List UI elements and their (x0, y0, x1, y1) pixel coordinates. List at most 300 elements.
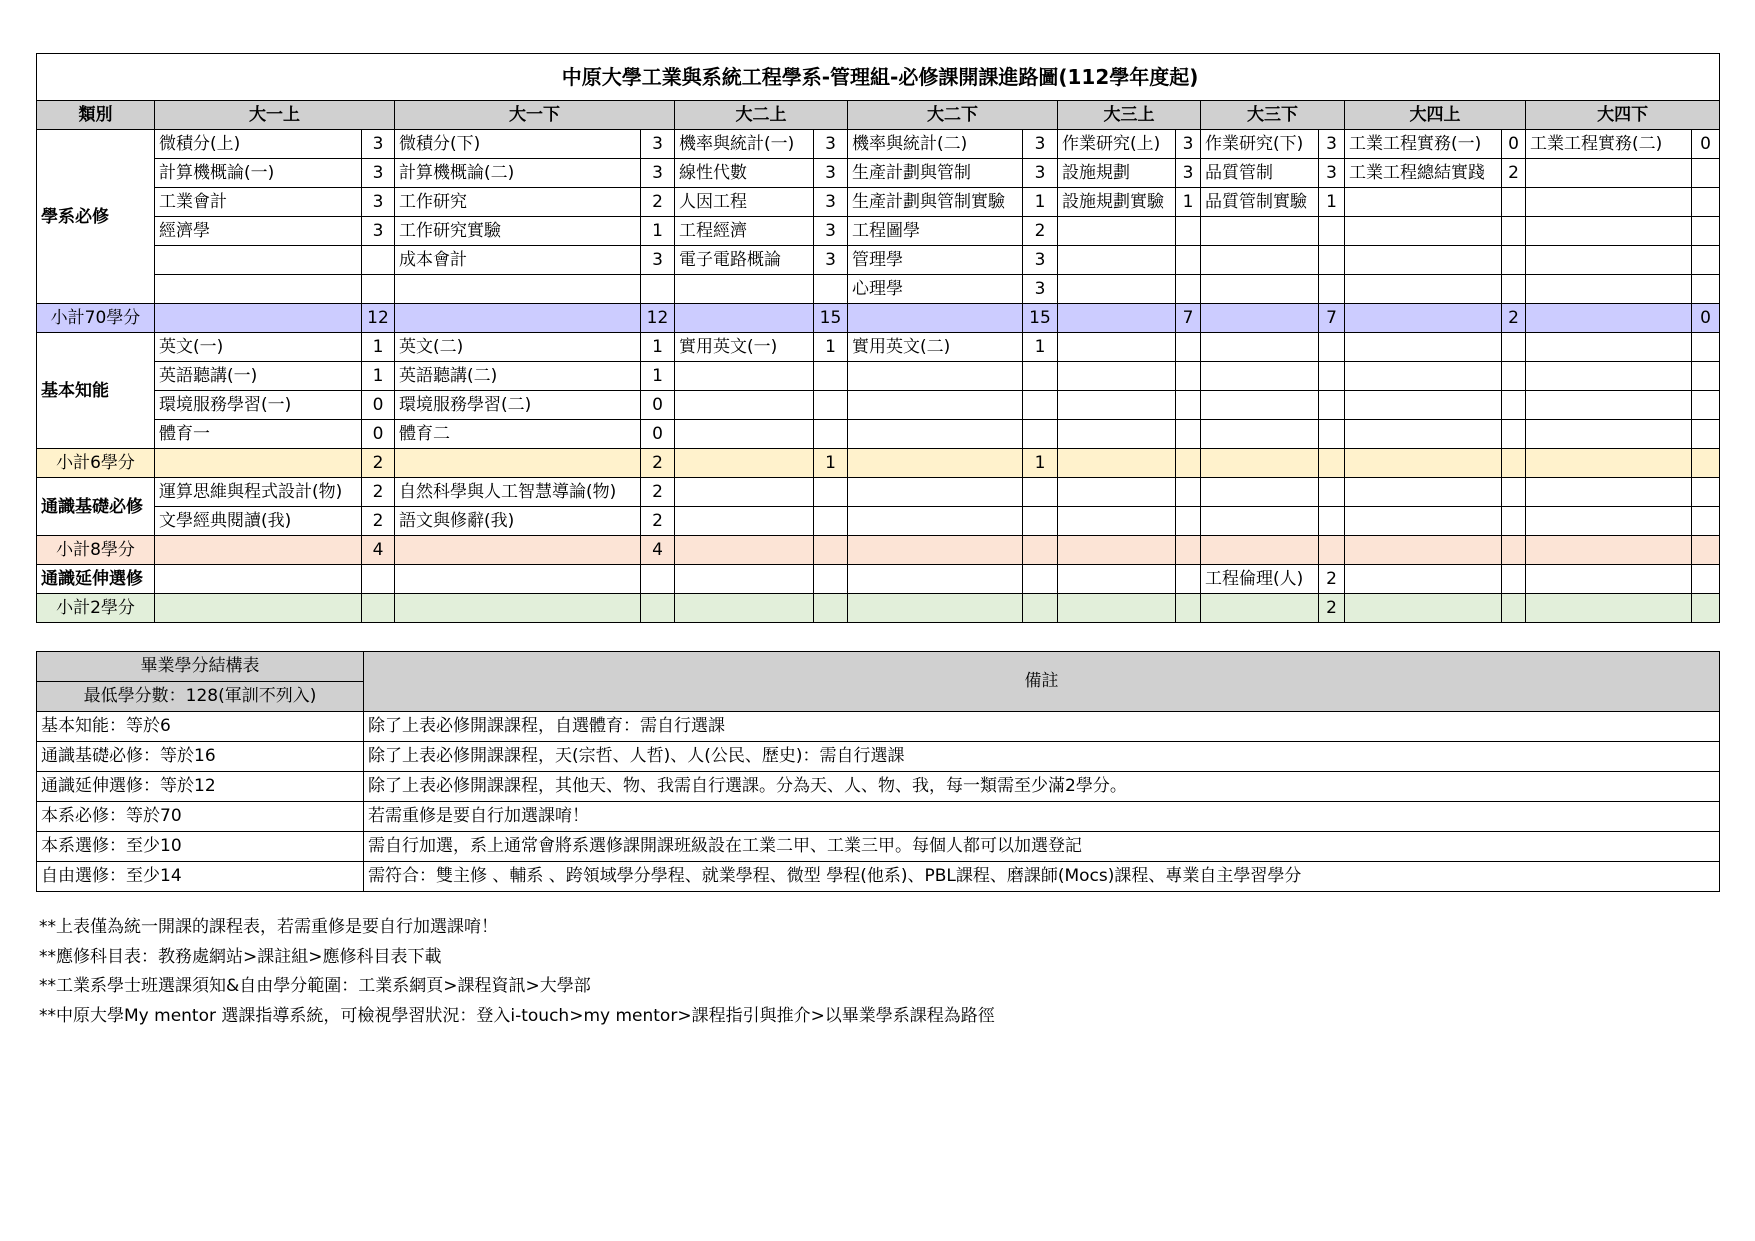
course-name: 作業研究(下) (1201, 130, 1319, 159)
footnote: **中原大學My mentor 選課指導系統，可檢視學習狀況：登入i-touch>my mentor>課程指引與推介>以畢業學系課程為路徑 (39, 1005, 995, 1026)
subtotal-label: 小計70學分 (37, 304, 155, 333)
subtotal-value (1176, 536, 1201, 565)
subtotal-spacer (848, 594, 1023, 623)
course-name: 實用英文(二) (848, 333, 1023, 362)
subtotal-spacer (395, 449, 641, 478)
course-name: 作業研究(上) (1058, 130, 1176, 159)
course-name (395, 565, 641, 594)
course-name (675, 275, 814, 304)
course-row (37, 217, 1720, 246)
subtotal-value (1176, 449, 1201, 478)
course-credits: 3 (362, 217, 395, 246)
course-name (675, 362, 814, 391)
subtotal-value (1176, 594, 1201, 623)
subtotal-value: 12 (362, 304, 395, 333)
course-name: 自然科學與人工智慧導論(物) (395, 478, 641, 507)
course-name (1345, 246, 1502, 275)
course-credits: 1 (641, 362, 675, 391)
course-name: 設施規劃 (1058, 159, 1176, 188)
course-credits: 0 (362, 420, 395, 449)
course-name: 機率與統計(一) (675, 130, 814, 159)
course-name: 語文與修辭(我) (395, 507, 641, 536)
course-credits (814, 478, 848, 507)
course-credits: 0 (641, 391, 675, 420)
course-credits (814, 565, 848, 594)
course-name (1058, 275, 1176, 304)
course-credits (1502, 507, 1526, 536)
course-row (37, 188, 1720, 217)
credit-requirement: 基本知能：等於6 (37, 712, 364, 742)
subtotal-spacer (1058, 536, 1176, 565)
course-credits (1319, 391, 1345, 420)
course-name (1345, 420, 1502, 449)
course-name (1058, 362, 1176, 391)
course-credits: 1 (641, 333, 675, 362)
course-credits: 0 (362, 391, 395, 420)
semester-header: 大三下 (1201, 101, 1345, 130)
course-name: 工業會計 (155, 188, 362, 217)
category-label: 學系必修 (37, 130, 155, 304)
course-name (1201, 246, 1319, 275)
course-credits (1692, 275, 1720, 304)
subtotal-spacer (1526, 449, 1692, 478)
course-credits: 1 (1023, 333, 1058, 362)
graduation-row (37, 802, 1720, 832)
semester-header: 大二上 (675, 101, 848, 130)
subtotal-value (1502, 449, 1526, 478)
subtotal-spacer (1526, 304, 1692, 333)
course-credits: 0 (1502, 130, 1526, 159)
subtotal-row (37, 304, 1720, 333)
page-title: 中原大學工業與系統工程學系-管理組-必修課開課進路圖(112學年度起) (37, 54, 1720, 101)
course-name (155, 565, 362, 594)
subtotal-spacer (1058, 594, 1176, 623)
course-name (1201, 217, 1319, 246)
course-name: 環境服務學習(二) (395, 391, 641, 420)
subtotal-spacer (1201, 536, 1319, 565)
course-credits (1023, 362, 1058, 391)
course-credits (1319, 478, 1345, 507)
course-name: 體育一 (155, 420, 362, 449)
subtotal-value (1023, 536, 1058, 565)
course-name: 管理學 (848, 246, 1023, 275)
course-credits: 3 (641, 246, 675, 275)
course-row (37, 130, 1720, 159)
subtotal-value (1319, 449, 1345, 478)
course-name (848, 362, 1023, 391)
course-credits: 3 (1023, 275, 1058, 304)
subtotal-spacer (1526, 536, 1692, 565)
course-name (675, 507, 814, 536)
course-credits: 3 (641, 130, 675, 159)
course-name (1201, 333, 1319, 362)
course-credits: 0 (641, 420, 675, 449)
course-name: 工業工程總結實踐 (1345, 159, 1502, 188)
course-credits (1502, 478, 1526, 507)
course-credits (1502, 362, 1526, 391)
course-name (1345, 391, 1502, 420)
course-name (1526, 188, 1692, 217)
course-name: 英文(一) (155, 333, 362, 362)
course-name: 工作研究實驗 (395, 217, 641, 246)
course-credits: 1 (362, 362, 395, 391)
course-name: 體育二 (395, 420, 641, 449)
subtotal-value: 15 (814, 304, 848, 333)
course-name (848, 478, 1023, 507)
subtotal-spacer (395, 536, 641, 565)
course-name: 工業工程實務(一) (1345, 130, 1502, 159)
subtotal-spacer (1345, 536, 1502, 565)
course-row (37, 159, 1720, 188)
course-credits (641, 275, 675, 304)
course-credits (1692, 478, 1720, 507)
credit-requirement: 本系必修：等於70 (37, 802, 364, 832)
subtotal-label: 小計6學分 (37, 449, 155, 478)
subtotal-value (1502, 536, 1526, 565)
requirement-remark: 若需重修是要自行加選課唷！ (364, 802, 1720, 832)
subtotal-spacer (155, 449, 362, 478)
course-credits (1319, 420, 1345, 449)
course-credits (1319, 217, 1345, 246)
course-name (848, 565, 1023, 594)
category-header: 類別 (37, 101, 155, 130)
course-credits (1176, 246, 1201, 275)
course-name: 成本會計 (395, 246, 641, 275)
course-row (37, 478, 1720, 507)
course-credits: 3 (814, 217, 848, 246)
course-name: 經濟學 (155, 217, 362, 246)
course-credits (362, 565, 395, 594)
subtotal-spacer (395, 594, 641, 623)
subtotal-spacer (848, 449, 1023, 478)
course-name (1345, 362, 1502, 391)
course-name (1058, 420, 1176, 449)
course-credits (1502, 333, 1526, 362)
course-credits (1502, 275, 1526, 304)
subtotal-spacer (1201, 449, 1319, 478)
course-credits: 2 (641, 188, 675, 217)
course-credits (1319, 507, 1345, 536)
course-name: 線性代數 (675, 159, 814, 188)
course-name (395, 275, 641, 304)
course-name (675, 391, 814, 420)
course-credits (1692, 362, 1720, 391)
remark-header: 備註 (364, 652, 1720, 712)
course-credits (1176, 420, 1201, 449)
course-name: 英語聽講(二) (395, 362, 641, 391)
course-credits (1502, 188, 1526, 217)
course-name (1058, 333, 1176, 362)
subtotal-spacer (848, 536, 1023, 565)
subtotal-spacer (848, 304, 1023, 333)
subtotal-label: 小計8學分 (37, 536, 155, 565)
course-name: 心理學 (848, 275, 1023, 304)
min-credits: 最低學分數：128(軍訓不列入) (37, 682, 364, 712)
course-name: 工程經濟 (675, 217, 814, 246)
subtotal-spacer (675, 536, 814, 565)
course-name: 微積分(下) (395, 130, 641, 159)
course-name (1058, 565, 1176, 594)
subtotal-row (37, 594, 1720, 623)
course-credits: 3 (1023, 159, 1058, 188)
subtotal-spacer (1345, 449, 1502, 478)
subtotal-value (1023, 594, 1058, 623)
course-row (37, 362, 1720, 391)
course-credits (1176, 333, 1201, 362)
subtotal-value (1692, 449, 1720, 478)
course-name (1058, 507, 1176, 536)
course-name (1201, 507, 1319, 536)
category-label: 基本知能 (37, 333, 155, 449)
course-name (675, 565, 814, 594)
course-credits: 1 (1319, 188, 1345, 217)
subtotal-value: 1 (814, 449, 848, 478)
course-credits: 2 (1023, 217, 1058, 246)
graduation-row (37, 862, 1720, 892)
graduation-row (37, 832, 1720, 862)
subtotal-value (1319, 536, 1345, 565)
subtotal-spacer (675, 594, 814, 623)
course-credits: 3 (1176, 159, 1201, 188)
subtotal-value (641, 594, 675, 623)
course-name: 運算思維與程式設計(物) (155, 478, 362, 507)
course-credits (1023, 565, 1058, 594)
course-row (37, 420, 1720, 449)
course-name: 品質管制 (1201, 159, 1319, 188)
requirement-remark: 需符合：雙主修 、輔系 、跨領域學分學程、就業學程、微型 學程(他系)、PBL課程、磨課師(Mocs)課程、專業自主學習學分 (364, 862, 1720, 892)
graduation-row (37, 742, 1720, 772)
subtotal-value: 2 (362, 449, 395, 478)
course-credits: 1 (641, 217, 675, 246)
subtotal-spacer (1201, 304, 1319, 333)
course-name (1345, 275, 1502, 304)
graduation-row (37, 772, 1720, 802)
course-credits: 3 (362, 188, 395, 217)
graduation-credit-table (36, 651, 1720, 892)
course-name: 生產計劃與管制 (848, 159, 1023, 188)
course-credits (362, 275, 395, 304)
course-row (37, 565, 1720, 594)
course-name (1526, 565, 1692, 594)
course-roadmap-table (36, 53, 1720, 623)
course-credits (641, 565, 675, 594)
course-name: 機率與統計(二) (848, 130, 1023, 159)
course-name: 人因工程 (675, 188, 814, 217)
course-name (1058, 478, 1176, 507)
course-name: 工作研究 (395, 188, 641, 217)
subtotal-value: 0 (1692, 304, 1720, 333)
course-credits: 2 (1319, 565, 1345, 594)
subtotal-value: 2 (1502, 304, 1526, 333)
course-name: 環境服務學習(一) (155, 391, 362, 420)
course-credits (1023, 391, 1058, 420)
footnote: **工業系學士班選課須知&自由學分範圍：工業系網頁>課程資訊>大學部 (39, 976, 591, 996)
course-credits: 3 (1023, 246, 1058, 275)
course-credits (1692, 565, 1720, 594)
course-credits: 3 (1176, 130, 1201, 159)
course-row (37, 391, 1720, 420)
course-credits (1692, 188, 1720, 217)
course-name: 英語聽講(一) (155, 362, 362, 391)
credit-requirement: 本系選修：至少10 (37, 832, 364, 862)
course-name (1201, 362, 1319, 391)
course-name (155, 246, 362, 275)
subtotal-spacer (155, 536, 362, 565)
course-name: 工程圖學 (848, 217, 1023, 246)
course-name (1526, 362, 1692, 391)
course-credits (814, 391, 848, 420)
subtotal-value: 1 (1023, 449, 1058, 478)
semester-header: 大三上 (1058, 101, 1201, 130)
course-name (155, 275, 362, 304)
course-name (675, 420, 814, 449)
subtotal-spacer (675, 304, 814, 333)
course-credits (1692, 159, 1720, 188)
course-name (848, 391, 1023, 420)
course-name: 實用英文(一) (675, 333, 814, 362)
subtotal-value (814, 536, 848, 565)
subtotal-spacer (155, 594, 362, 623)
course-credits (1502, 420, 1526, 449)
course-credits (1023, 420, 1058, 449)
credit-requirement: 通識延伸選修：等於12 (37, 772, 364, 802)
subtotal-spacer (155, 304, 362, 333)
course-credits: 3 (814, 188, 848, 217)
course-name: 生產計劃與管制實驗 (848, 188, 1023, 217)
subtotal-spacer (1201, 594, 1319, 623)
course-credits (1502, 391, 1526, 420)
subtotal-spacer (1345, 594, 1502, 623)
course-row (37, 246, 1720, 275)
course-credits: 3 (362, 130, 395, 159)
course-name: 電子電路概論 (675, 246, 814, 275)
course-credits (1692, 507, 1720, 536)
course-name: 工業工程實務(二) (1526, 130, 1692, 159)
course-name (1058, 246, 1176, 275)
subtotal-value: 7 (1176, 304, 1201, 333)
course-name (1526, 333, 1692, 362)
course-credits (1023, 507, 1058, 536)
course-credits (1319, 275, 1345, 304)
graduation-structure-header: 畢業學分結構表 (37, 652, 364, 682)
course-credits (1176, 565, 1201, 594)
course-name (1345, 478, 1502, 507)
credit-requirement: 自由選修：至少14 (37, 862, 364, 892)
semester-header: 大一上 (155, 101, 395, 130)
course-row (37, 507, 1720, 536)
subtotal-value: 2 (1319, 594, 1345, 623)
course-credits (1176, 275, 1201, 304)
course-name (1201, 275, 1319, 304)
course-name (1526, 217, 1692, 246)
subtotal-value (1502, 594, 1526, 623)
footnote: **上表僅為統一開課的課程表，若需重修是要自行加選課唷！ (39, 917, 498, 937)
course-name (1526, 478, 1692, 507)
course-name (1526, 159, 1692, 188)
course-name (1345, 507, 1502, 536)
course-credits: 2 (641, 507, 675, 536)
course-credits (1692, 246, 1720, 275)
subtotal-spacer (395, 304, 641, 333)
course-name: 文學經典閱讀(我) (155, 507, 362, 536)
footnotes (39, 913, 995, 1031)
course-credits (1319, 362, 1345, 391)
subtotal-value (362, 594, 395, 623)
course-name: 設施規劃實驗 (1058, 188, 1176, 217)
course-credits (1176, 507, 1201, 536)
course-credits (814, 507, 848, 536)
course-name (1526, 391, 1692, 420)
subtotal-value (814, 594, 848, 623)
course-name (1345, 565, 1502, 594)
course-credits (1023, 478, 1058, 507)
course-credits (1502, 565, 1526, 594)
course-name: 工程倫理(人) (1201, 565, 1319, 594)
credit-requirement: 通識基礎必修：等於16 (37, 742, 364, 772)
requirement-remark: 除了上表必修開課課程，其他天、物、我需自行選課。分為天、人、物、我，每一類需至少滿2學分。 (364, 772, 1720, 802)
course-credits: 1 (362, 333, 395, 362)
course-credits: 3 (641, 159, 675, 188)
semester-header: 大四下 (1526, 101, 1720, 130)
course-name (1526, 246, 1692, 275)
course-name: 品質管制實驗 (1201, 188, 1319, 217)
subtotal-spacer (1526, 594, 1692, 623)
semester-header: 大一下 (395, 101, 675, 130)
course-credits (362, 246, 395, 275)
course-name: 計算機概論(二) (395, 159, 641, 188)
course-row (37, 333, 1720, 362)
course-name (1526, 507, 1692, 536)
course-name (675, 478, 814, 507)
course-credits: 3 (362, 159, 395, 188)
course-name: 英文(二) (395, 333, 641, 362)
course-name (1526, 275, 1692, 304)
course-credits: 1 (814, 333, 848, 362)
course-name (1526, 420, 1692, 449)
subtotal-value: 7 (1319, 304, 1345, 333)
course-credits (814, 362, 848, 391)
course-name: 計算機概論(一) (155, 159, 362, 188)
course-credits: 2 (1502, 159, 1526, 188)
course-name (1201, 478, 1319, 507)
course-credits (1502, 246, 1526, 275)
course-credits: 3 (1319, 130, 1345, 159)
subtotal-row (37, 536, 1720, 565)
course-credits (1502, 217, 1526, 246)
course-credits: 0 (1692, 130, 1720, 159)
subtotal-value: 2 (641, 449, 675, 478)
subtotal-spacer (1058, 449, 1176, 478)
course-name (1345, 188, 1502, 217)
subtotal-value: 15 (1023, 304, 1058, 333)
subtotal-value: 4 (641, 536, 675, 565)
course-credits (1176, 217, 1201, 246)
course-credits (1176, 391, 1201, 420)
course-name (1201, 391, 1319, 420)
subtotal-spacer (1058, 304, 1176, 333)
subtotal-row (37, 449, 1720, 478)
graduation-row (37, 712, 1720, 742)
course-name (1058, 217, 1176, 246)
semester-header: 大四上 (1345, 101, 1526, 130)
course-name (1201, 420, 1319, 449)
subtotal-value: 4 (362, 536, 395, 565)
course-name (848, 507, 1023, 536)
course-name: 微積分(上) (155, 130, 362, 159)
course-credits (1692, 420, 1720, 449)
subtotal-spacer (1345, 304, 1502, 333)
course-name (1058, 391, 1176, 420)
